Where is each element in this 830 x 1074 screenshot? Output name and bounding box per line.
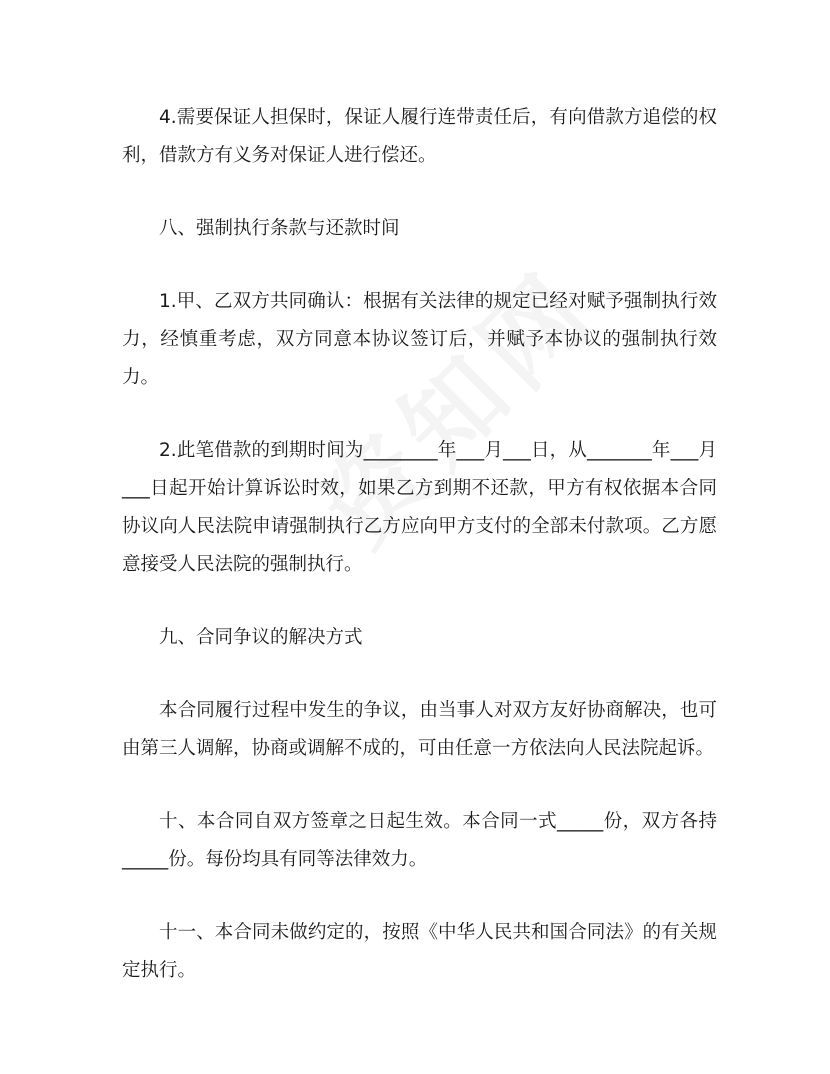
- clause-guarantor-recourse: 4.需要保证人担保时，保证人履行连带责任后，有向借款方追偿的权利，借款方有义务对保证人进行偿还。: [122, 107, 717, 166]
- clause-unagreed-matters: 十一、本合同未做约定的，按照《中华人民共和国合同法》的有关规定执行。: [122, 922, 717, 981]
- clause-enforcement-confirmation: 1.甲、乙双方共同确认：根据有关法律的规定已经对赋予强制执行效力，经慎重考虑，双方同意本协议签订后，并赋予本协议的强制执行效力。: [122, 291, 717, 388]
- document-body: [122, 99, 717, 990]
- section-heading-dispute-resolution: 九、合同争议的解决方式: [159, 627, 363, 648]
- clause-effectiveness-copies: 十、本合同自双方签章之日起生效。本合同一式_____份，双方各持_____份。每份均具有同等法律效力。: [122, 811, 717, 870]
- clause-repayment-due-date: 2.此笔借款的到期时间为________年___月___日，从_______年___月___日起开始计算诉讼时效，如果乙方到期不还款，甲方有权依据本合同协议向人民法院申请强制执行乙方应向甲方支付的全部未付款项。乙方愿意接受人民法院的强制执行。: [122, 440, 717, 575]
- section-heading-enforcement: 八、强制执行条款与还款时间: [159, 218, 400, 239]
- clause-dispute-resolution: 本合同履行过程中发生的争议，由当事人对双方友好协商解决，也可由第三人调解，协商或调解不成的，可由任意一方依法向人民法院起诉。: [122, 700, 717, 759]
